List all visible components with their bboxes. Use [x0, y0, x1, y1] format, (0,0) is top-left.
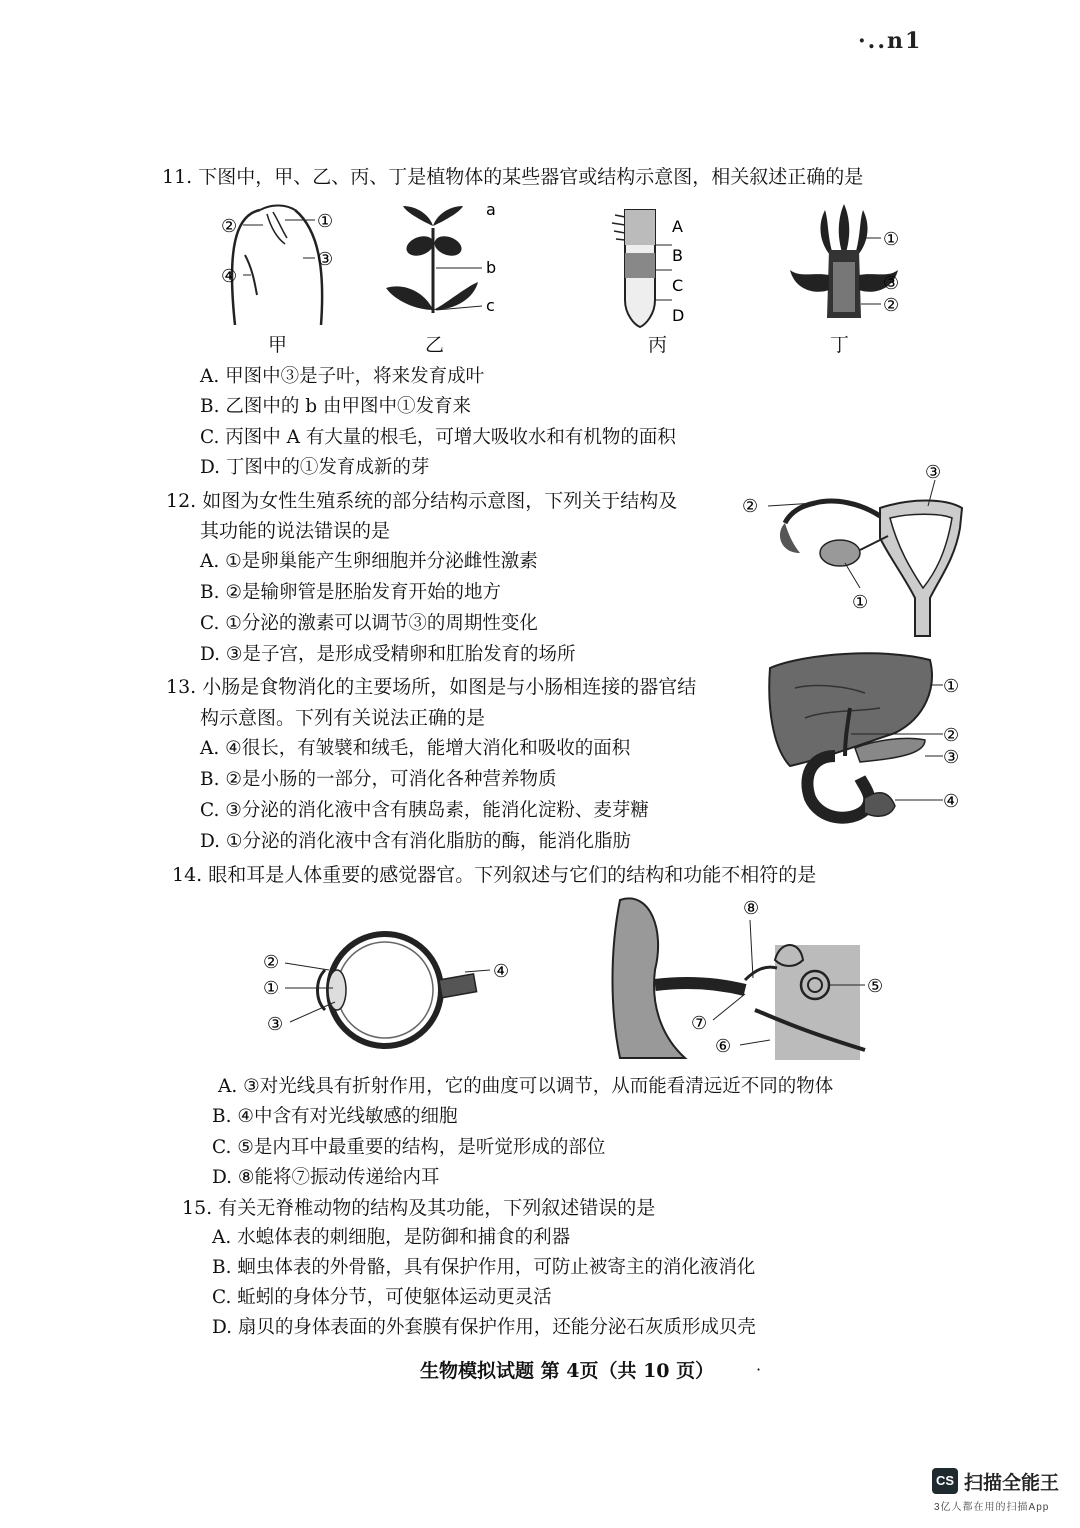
q14-option-d: D. ⑧能将⑦振动传递给内耳: [212, 1167, 440, 1188]
q15-stem: 15. 有关无脊椎动物的结构及其功能，下列叙述错误的是: [182, 1197, 656, 1219]
q11-caption-yi: 乙: [425, 334, 445, 356]
q13-stem-line1: 13. 小肠是食物消化的主要场所，如图是与小肠相连接的器官结: [166, 676, 697, 698]
q12-stem-line1: 12. 如图为女性生殖系统的部分结构示意图，下列关于结构及: [166, 490, 678, 512]
q12-label-2: ②: [742, 496, 759, 517]
q13-stem-line2: 构示意图。下列有关说法正确的是: [200, 707, 486, 729]
q14-eye-label-4: ④: [493, 961, 510, 982]
q11-caption-bing: 丙: [648, 334, 668, 356]
scanner-tagline: 3亿人都在用的扫描App: [934, 1502, 1050, 1513]
q13-option-d: D. ①分泌的消化液中含有消化脂肪的酶，能消化脂肪: [200, 831, 632, 852]
q12-label-3: ③: [925, 462, 942, 483]
q11-seed-label-4: ④: [221, 266, 238, 287]
q14-option-b: B. ④中含有对光线敏感的细胞: [212, 1106, 458, 1127]
q12-option-b: B. ②是输卵管是胚胎发育开始的地方: [200, 582, 501, 603]
q14-option-a: A. ③对光线具有折射作用，它的曲度可以调节，从而能看清远近不同的物体: [218, 1076, 834, 1097]
q14-fig-ear: [605, 890, 895, 1060]
q14-eye-label-2: ②: [263, 952, 280, 973]
q12-option-c: C. ①分泌的激素可以调节③的周期性变化: [200, 613, 538, 634]
q13-label-2: ②: [943, 725, 960, 746]
q14-ear-label-6: ⑥: [715, 1036, 732, 1057]
q12-option-d: D. ③是子宫，是形成受精卵和肛胎发育的场所: [200, 644, 576, 665]
q11-root-label-C: C: [672, 276, 684, 295]
q11-option-d: D. 丁图中的①发育成新的芽: [200, 457, 430, 478]
q11-fig-bud: [785, 200, 915, 325]
q14-eye-label-3: ③: [267, 1014, 284, 1035]
q11-option-c: C. 丙图中 A 有大量的根毛，可增大吸收水和有机物的面积: [200, 427, 676, 448]
q14-option-c: C. ⑤是内耳中最重要的结构，是听觉形成的部位: [212, 1137, 606, 1158]
q11-fig-seed: [215, 200, 355, 325]
q11-root-label-B: B: [672, 246, 683, 265]
q13-label-4: ④: [943, 791, 960, 812]
q11-seed-label-2: ②: [221, 216, 238, 237]
q11-seed-label-1: ①: [317, 211, 334, 232]
q11-root-label-A: A: [672, 217, 683, 236]
q11-root-label-D: D: [672, 306, 685, 325]
q14-stem: 14. 眼和耳是人体重要的感觉器官。下列叙述与它们的结构和功能不相符的是: [172, 864, 817, 886]
q11-fig-seedling: [378, 198, 508, 323]
q11-option-b: B. 乙图中的 b 由甲图中①发育来: [200, 396, 471, 417]
q15-option-a: A. 水螅体表的刺细胞，是防御和捕食的利器: [212, 1227, 571, 1248]
q13-fig-digestive-organs: [765, 648, 970, 833]
q13-label-1: ①: [943, 676, 960, 697]
scanner-app-name: 扫描全能王: [964, 1473, 1060, 1494]
scanner-logo-icon: CS: [932, 1468, 958, 1494]
q11-fig-root-tip: [610, 205, 690, 330]
q15-option-b: B. 蛔虫体表的外骨骼，具有保护作用，可防止被寄主的消化液消化: [212, 1257, 756, 1278]
q14-ear-label-7: ⑦: [691, 1013, 708, 1034]
q11-seedling-label-a: a: [486, 200, 496, 219]
q13-label-3: ③: [943, 747, 960, 768]
footer-dot: ·: [756, 1360, 762, 1379]
q11-seed-label-3: ③: [317, 249, 334, 270]
q13-option-c: C. ③分泌的消化液中含有胰岛素，能消化淀粉、麦芽糖: [200, 800, 649, 821]
header-mark: ·..n1: [858, 28, 923, 54]
page-footer: 生物模拟试题 第 4页（共 10 页）: [420, 1360, 715, 1382]
q11-caption-jia: 甲: [268, 334, 288, 356]
q15-option-d: D. 扇贝的身体表面的外套膜有保护作用，还能分泌石灰质形成贝壳: [212, 1317, 756, 1338]
q11-bud-label-3: ③: [883, 273, 900, 294]
q12-label-1: ①: [852, 592, 869, 613]
q12-option-a: A. ①是卵巢能产生卵细胞并分泌雌性激素: [200, 551, 538, 572]
q13-option-b: B. ②是小肠的一部分，可消化各种营养物质: [200, 769, 557, 790]
q13-option-a: A. ④很长，有皱襞和绒毛，能增大消化和吸收的面积: [200, 738, 631, 759]
q14-eye-label-1: ①: [263, 978, 280, 999]
q11-stem: 11. 下图中，甲、乙、丙、丁是植物体的某些器官或结构示意图，相关叙述正确的是: [162, 166, 864, 188]
q11-caption-ding: 丁: [830, 334, 850, 356]
q15-option-c: C. 蚯蚓的身体分节，可使躯体运动更灵活: [212, 1287, 552, 1308]
q11-seedling-label-c: c: [486, 296, 495, 315]
q14-ear-label-8: ⑧: [743, 898, 760, 919]
q11-seedling-label-b: b: [486, 258, 497, 277]
q11-option-a: A. 甲图中③是子叶，将来发育成叶: [200, 366, 485, 387]
q11-bud-label-1: ①: [883, 229, 900, 250]
q11-bud-label-2: ②: [883, 295, 900, 316]
q14-ear-label-5: ⑤: [867, 976, 884, 997]
q14-fig-eye: [255, 930, 525, 1050]
q12-stem-line2: 其功能的说法错误的是: [200, 520, 391, 542]
q12-fig-reproductive-system: [740, 458, 970, 643]
